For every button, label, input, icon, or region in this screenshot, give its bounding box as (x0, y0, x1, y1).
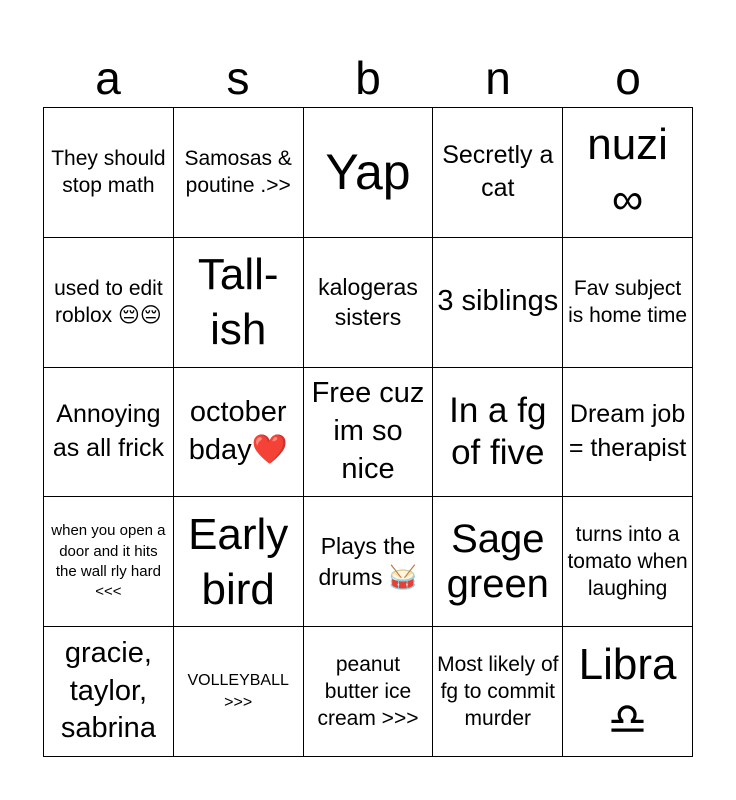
cell-text: Early bird (188, 509, 289, 614)
cell-text: Secretly a cat (442, 140, 554, 203)
bingo-cell[interactable] (304, 238, 434, 368)
bingo-cell[interactable] (174, 627, 304, 757)
cell-text: 3 siblings (437, 285, 559, 318)
cell-text: Annoying as all frick (52, 400, 164, 462)
cell-text: peanut butter ice cream >>> (317, 652, 419, 731)
cell-text: Most likely of fg to commit murder (437, 652, 559, 731)
cell-text: They should stop math (51, 147, 166, 198)
header-letter: o (615, 52, 641, 104)
cell-text: Libra ♎ (578, 639, 677, 744)
bingo-cell[interactable] (174, 497, 304, 627)
header-letter: s (226, 52, 250, 104)
bingo-cell[interactable] (433, 497, 563, 627)
bingo-cell[interactable] (304, 627, 434, 757)
bingo-cell[interactable] (563, 108, 693, 238)
bingo-cell[interactable] (304, 368, 434, 498)
cell-text: Plays the drums 🥁 (318, 533, 418, 590)
cell-text: turns into a tomato when laughing (567, 522, 688, 601)
cell-text: when you open a door and it hits the wall rly hard <<< (51, 522, 166, 601)
cell-text: Dream job = therapist (568, 400, 687, 462)
header-letter: b (355, 52, 381, 104)
cell-text: Tall-ish (197, 250, 279, 355)
bingo-cell[interactable] (174, 108, 304, 238)
header-letter: n (485, 52, 511, 104)
bingo-cell[interactable] (563, 627, 693, 757)
cell-text: In a fg of five (449, 390, 547, 472)
bingo-cell[interactable] (433, 627, 563, 757)
cell-text: Yap (325, 144, 411, 201)
cell-text: october bday❤️ (188, 396, 288, 466)
bingo-cell[interactable] (174, 368, 304, 498)
cell-text: VOLLEYBALL >>> (187, 672, 289, 711)
bingo-cell[interactable] (563, 368, 693, 498)
header-letter: a (95, 52, 121, 104)
bingo-cell[interactable] (44, 238, 174, 368)
bingo-cell[interactable] (433, 238, 563, 368)
bingo-board (43, 107, 693, 757)
bingo-cell[interactable] (563, 238, 693, 368)
cell-text: kalogeras sisters (318, 273, 418, 331)
cell-text: used to edit roblox 😔😔 (54, 276, 163, 328)
bingo-cell[interactable] (433, 368, 563, 498)
bingo-cell[interactable] (304, 497, 434, 627)
bingo-cell[interactable] (44, 497, 174, 627)
cell-text: Free cuz im so nice (311, 377, 425, 485)
cell-text: Sage green (446, 516, 549, 606)
cell-text: Samosas & poutine .>> (184, 147, 292, 198)
cell-text: nuzi ∞ (587, 120, 668, 225)
cell-text: Fav subject is home time (568, 276, 688, 328)
bingo-cell[interactable] (304, 108, 434, 238)
cell-text: gracie, taylor, sabrina (60, 637, 156, 745)
bingo-header (43, 52, 693, 104)
bingo-cell[interactable] (174, 238, 304, 368)
bingo-cell[interactable] (563, 497, 693, 627)
bingo-cell[interactable] (44, 108, 174, 238)
bingo-cell[interactable] (44, 627, 174, 757)
bingo-cell[interactable] (44, 368, 174, 498)
bingo-cell[interactable] (433, 108, 563, 238)
